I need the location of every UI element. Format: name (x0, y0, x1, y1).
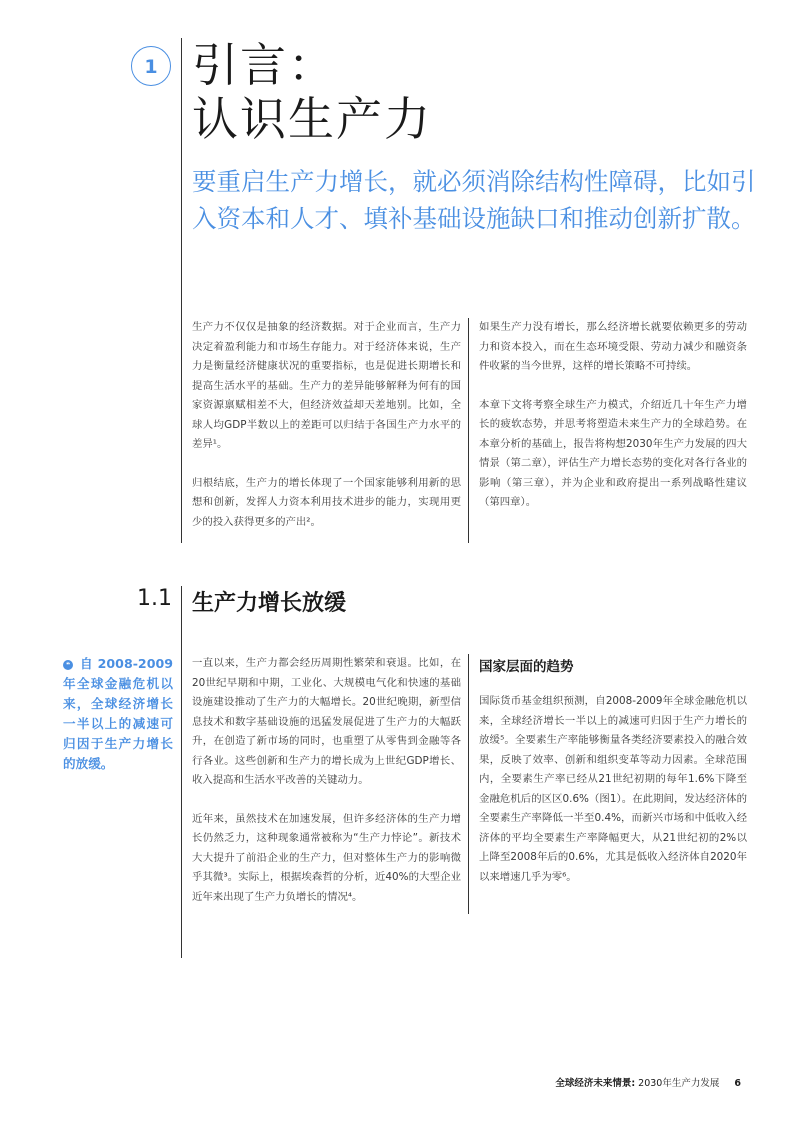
footer-report-title: 全球经济未来情景: (555, 1078, 636, 1089)
section-number: 1.1 (137, 586, 172, 611)
footer-report-subtitle: 2030年生产力发展 (638, 1078, 720, 1089)
header-divider (181, 38, 182, 543)
column-divider (468, 654, 469, 914)
intro-left-column (192, 318, 461, 551)
chapter-title (192, 38, 432, 146)
paragraph: 国际货币基金组织预测，自2008-2009年全球金融危机以来，全球经济增长一半以上的减速可归因于生产力增长的放缓⁵。全要素生产率能够衡量各类经济要素投入的融合效果，反映了效率、创新和组织变革等动力因素。全球范围内，全要素生产率已经从21世纪初期的每年1.6%下降至金融危机后的区区0.6%（图1）。在此期间，发达经济体的全要素生产率降低一半至0.4%，而新兴市场和中低收入经济体的平均全要素生产率降幅更大，从21世纪初的2%以上降至2008年后的0.6%，尤其是低收入经济体自2020年以来增速几乎为零⁶。 (479, 695, 747, 883)
quote-icon: ❝ (63, 660, 73, 670)
section-divider (181, 586, 182, 958)
chapter-subtitle: 要重启生产力增长，就必须消除结构性障碍，比如引入资本和人才、填补基础设施缺口和推动创新扩散。 (192, 167, 756, 233)
section-left-column (192, 654, 461, 926)
page-footer (555, 1075, 741, 1089)
section-right-column (479, 692, 747, 906)
chapter-title-line1: 引言： (192, 38, 336, 92)
pull-quote (63, 654, 173, 774)
paragraph: 近年来，虽然技术在加速发展，但许多经济体的生产力增长仍然乏力，这种现象通常被称为“生产力悖论”。新技术大大提升了前沿企业的生产力，但对整体生产力的影响微乎其微³。实际上，根据埃森哲的分析，近40%的大型企业近年来出现了生产力负增长的情况⁴。 (192, 812, 461, 903)
subheading: 国家层面的趋势 (479, 659, 574, 675)
paragraph: 一直以来，生产力都会经历周期性繁荣和衰退。比如，在20世纪早期和中期，工业化、大规模电气化和快速的基础设施建设推动了生产力的大幅增长。20世纪晚期，新型信息技术和数字基础设施的迅猛发展促进了生产力的大幅跃升，在创造了新市场的同时，也重塑了从零售到金融等各行各业。这些创新和生产力的增长成为上世纪GDP增长、收入提高和生活水平改善的关键动力。 (192, 657, 461, 786)
paragraph: 本章下文将考察全球生产力模式，介绍近几十年生产力增长的疲软态势，并思考将塑造未来生产力的全球趋势。在本章分析的基础上，报告将构想2030年生产力发展的四大情景（第二章），评估生产力增长态势的变化对各行各业的影响（第三章），并为企业和政府提出一系列战略性建议（第四章）。 (479, 398, 747, 508)
paragraph: 归根结底，生产力的增长体现了一个国家能够利用新的思想和创新，发挥人力资本利用技术进步的能力，实现用更少的投入获得更多的产出²。 (192, 476, 461, 528)
column-divider (468, 318, 469, 543)
paragraph: 生产力不仅仅是抽象的经济数据。对于企业而言，生产力决定着盈利能力和市场生存能力。对于经济体来说，生产力是衡量经济健康状况的重要指标，也是促进长期增长和提高生活水平的基础。生产力的差异能够解释为何有的国家资源禀赋相差不大，但经济效益却天差地别。比如，全球人均GDP半数以上的差距可以归结于各国生产力水平的差异¹。 (192, 321, 461, 450)
chapter-number-badge: 1 (131, 46, 171, 86)
pull-quote-text: 自2008-2009年全球金融危机以来，全球经济增长一半以上的减速可归因于生产力增长的放缓。 (63, 656, 173, 771)
section-title: 生产力增长放缓 (192, 591, 347, 616)
page-number: 6 (734, 1078, 741, 1089)
intro-right-column (479, 318, 747, 532)
chapter-title-line2: 认识生产力 (192, 92, 432, 146)
paragraph: 如果生产力没有增长，那么经济增长就要依赖更多的劳动力和资本投入，而在生态环境受限、劳动力减少和融资条件收紧的当今世界，这样的增长策略不可持续。 (479, 321, 747, 372)
